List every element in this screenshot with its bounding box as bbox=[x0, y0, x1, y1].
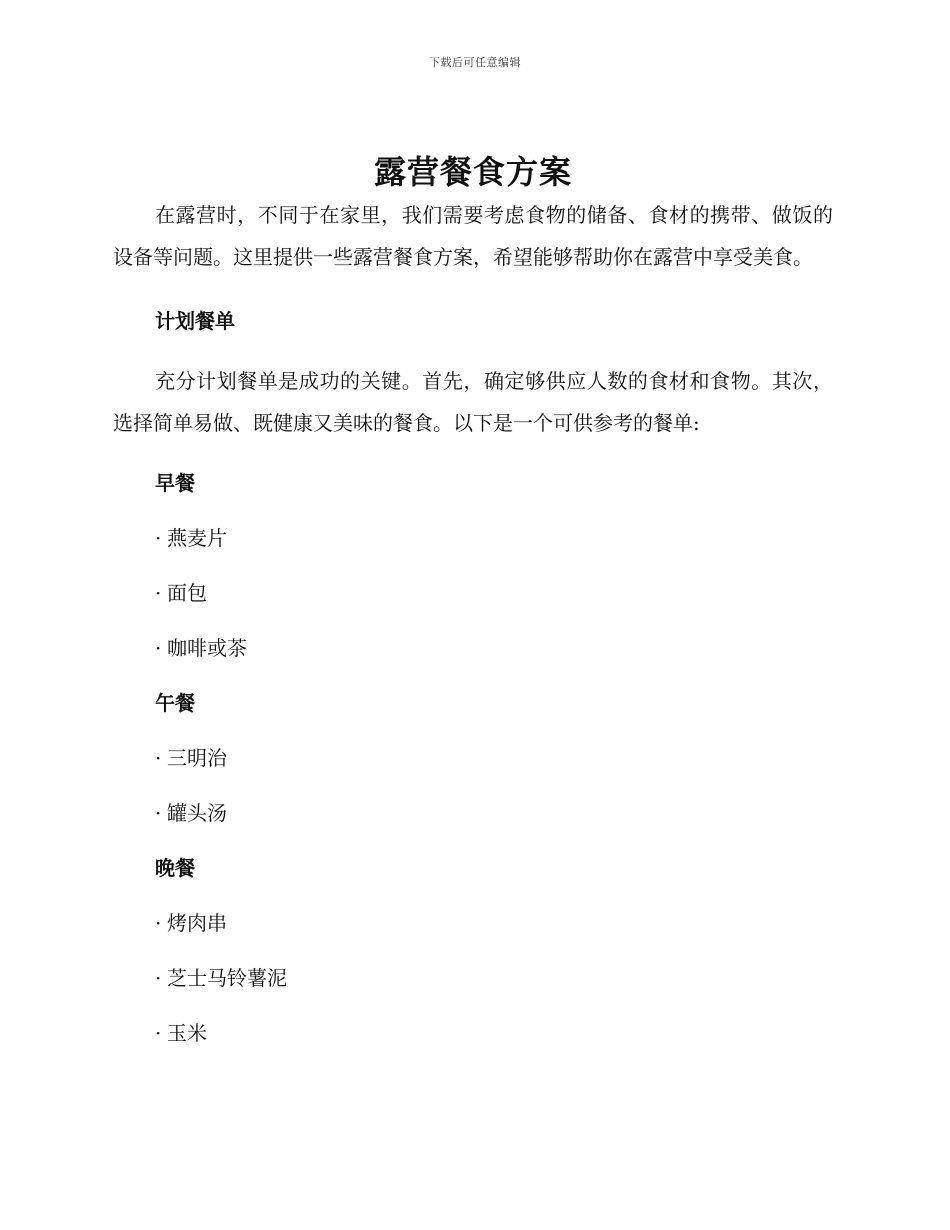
meal-item bbox=[113, 798, 833, 828]
meal-item bbox=[113, 633, 833, 663]
meal-item bbox=[113, 1018, 833, 1048]
meal-item-text: 咖啡或茶 bbox=[167, 636, 247, 660]
document-body bbox=[113, 150, 833, 1048]
bullet-dot: · bbox=[155, 1021, 162, 1045]
meal-heading: 早餐 bbox=[155, 471, 195, 495]
header-note: 下载后可任意编辑 bbox=[429, 56, 521, 69]
bullet-dot: · bbox=[155, 636, 162, 660]
meal-item-text: 烤肉串 bbox=[167, 911, 227, 935]
bullet-dot: · bbox=[155, 746, 162, 770]
meal-item-text: 芝士马铃薯泥 bbox=[167, 966, 287, 990]
bullet-dot: · bbox=[155, 966, 162, 990]
intro-paragraph: 在露营时，不同于在家里，我们需要考虑食物的储备、食材的携带、做饭的设备等问题。这里提供一些露营餐食方案，希望能够帮助你在露营中享受美食。 bbox=[113, 203, 833, 269]
meal-item-text: 面包 bbox=[167, 581, 207, 605]
bullet-dot: · bbox=[155, 911, 162, 935]
page-title: 露营餐食方案 bbox=[373, 153, 572, 191]
bullet-dot: · bbox=[155, 526, 162, 550]
meal-item-text: 燕麦片 bbox=[167, 526, 227, 550]
meal-item bbox=[113, 578, 833, 608]
meal-heading: 晚餐 bbox=[155, 856, 195, 880]
plan-paragraph: 充分计划餐单是成功的关键。首先，确定够供应人数的食材和食物。其次，选择简单易做、既健康又美味的餐食。以下是一个可供参考的餐单: bbox=[113, 369, 833, 435]
meal-list bbox=[113, 468, 833, 1048]
meal-item bbox=[113, 743, 833, 773]
meal-item bbox=[113, 963, 833, 993]
meal-item bbox=[113, 908, 833, 938]
bullet-dot: · bbox=[155, 581, 162, 605]
meal-item-text: 玉米 bbox=[167, 1021, 207, 1045]
section-heading-plan: 计划餐单 bbox=[155, 309, 235, 333]
meal-item-text: 三明治 bbox=[167, 746, 227, 770]
meal-item bbox=[113, 523, 833, 553]
meal-heading: 午餐 bbox=[155, 691, 195, 715]
meal-item-text: 罐头汤 bbox=[167, 801, 227, 825]
bullet-dot: · bbox=[155, 801, 162, 825]
